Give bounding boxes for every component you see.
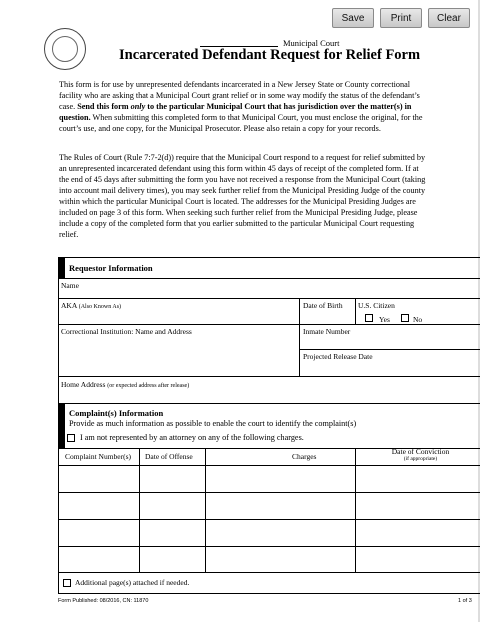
yes-label: Yes (379, 315, 390, 324)
complaints-section-title: Complaint(s) Information (69, 408, 164, 418)
court-seal-icon (44, 28, 86, 70)
citizen-label: U.S. Citizen (358, 301, 395, 310)
additional-pages-label: Additional page(s) attached if needed. (75, 578, 190, 587)
form-title: Incarcerated Defendant Request for Relief Form (119, 47, 421, 63)
name-label: Name (61, 281, 79, 290)
intro-paragraph-1: This form is for use by unrepresented defendants incarcerated in a New Jersey State or County correctional facility who are asking that a Municipal Court grant relief or in some way modify the status of the defendant’s case. Send this form only to the particular Municipal Court that has jurisdiction over the matter(s) in question. When submitting this completed form to that Municipal Court, you must enclose the original, for the court’s use, and one copy, for the Municipal Prosecutor. Please also retain a copy for your records. (59, 80, 423, 133)
aka-label: AKA (Also Known As) (61, 301, 122, 310)
col-conviction-note: (if appropriate) (403, 456, 438, 462)
section-bar (59, 403, 65, 448)
form-published-footer: Form Published: 08/2016, CN: 11870 (58, 598, 149, 604)
intro-paragraph-2: The Rules of Court (Rule 7:7-2(d)) require that the Municipal Court respond to a request for relief submitted by an unrepresented incarcerated defendant using this form within 45 days of receipt of the completed form. If at the end of 45 days after submitting the form you have not received a response from the Municipal Court (taking into account mail delivery times), you may seek further relief from the Municipal Presiding Judge of the county within which the particular Municipal Court is located. The addresses for the Municipal Presiding Judges are included on page 3 of this form. When seeking such further relief from the Municipal Presiding Judge, please include a copy of the completed form that you earlier submitted to the particular Municipal Court requesting relief. (59, 153, 426, 239)
complaints-instructions: Provide as much information as possible to enable the court to identify the complaint(s) (69, 419, 357, 428)
col-charges: Charges (292, 452, 317, 461)
col-date-of-conviction: Date of Conviction (391, 447, 450, 456)
home-address-label: Home Address (or expected address after release) (61, 380, 190, 389)
complaint-row[interactable] (59, 572, 480, 573)
citizen-yes-checkbox[interactable] (365, 314, 373, 322)
municipal-court-name-field[interactable] (200, 38, 278, 47)
citizen-no-checkbox[interactable] (401, 314, 409, 322)
not-represented-checkbox[interactable] (67, 434, 75, 442)
form-toolbar (332, 8, 470, 28)
clear-button[interactable]: Clear (428, 8, 470, 28)
release-date-label: Projected Release Date (303, 352, 373, 361)
page-number: 1 of 3 (458, 598, 472, 604)
name-field[interactable] (59, 298, 480, 299)
requestor-section-title: Requestor Information (69, 263, 153, 273)
not-represented-label: I am not represented by an attorney on any of the following charges. (80, 433, 304, 442)
form-table (58, 257, 480, 594)
col-complaint-number: Complaint Number(s) (65, 452, 132, 461)
additional-pages-checkbox[interactable] (63, 579, 71, 587)
complaint-row[interactable] (59, 519, 480, 520)
inmate-number-label: Inmate Number (303, 327, 351, 336)
complaint-row[interactable] (59, 546, 480, 547)
print-button[interactable]: Print (380, 8, 422, 28)
institution-label: Correctional Institution: Name and Address (61, 327, 192, 336)
col-date-of-offense: Date of Offense (145, 452, 193, 461)
municipal-court-label: Municipal Court (283, 38, 340, 48)
complaint-row[interactable] (59, 492, 480, 493)
dob-label: Date of Birth (303, 301, 343, 310)
save-button[interactable]: Save (332, 8, 374, 28)
section-bar (59, 258, 65, 278)
no-label: No (413, 315, 423, 324)
